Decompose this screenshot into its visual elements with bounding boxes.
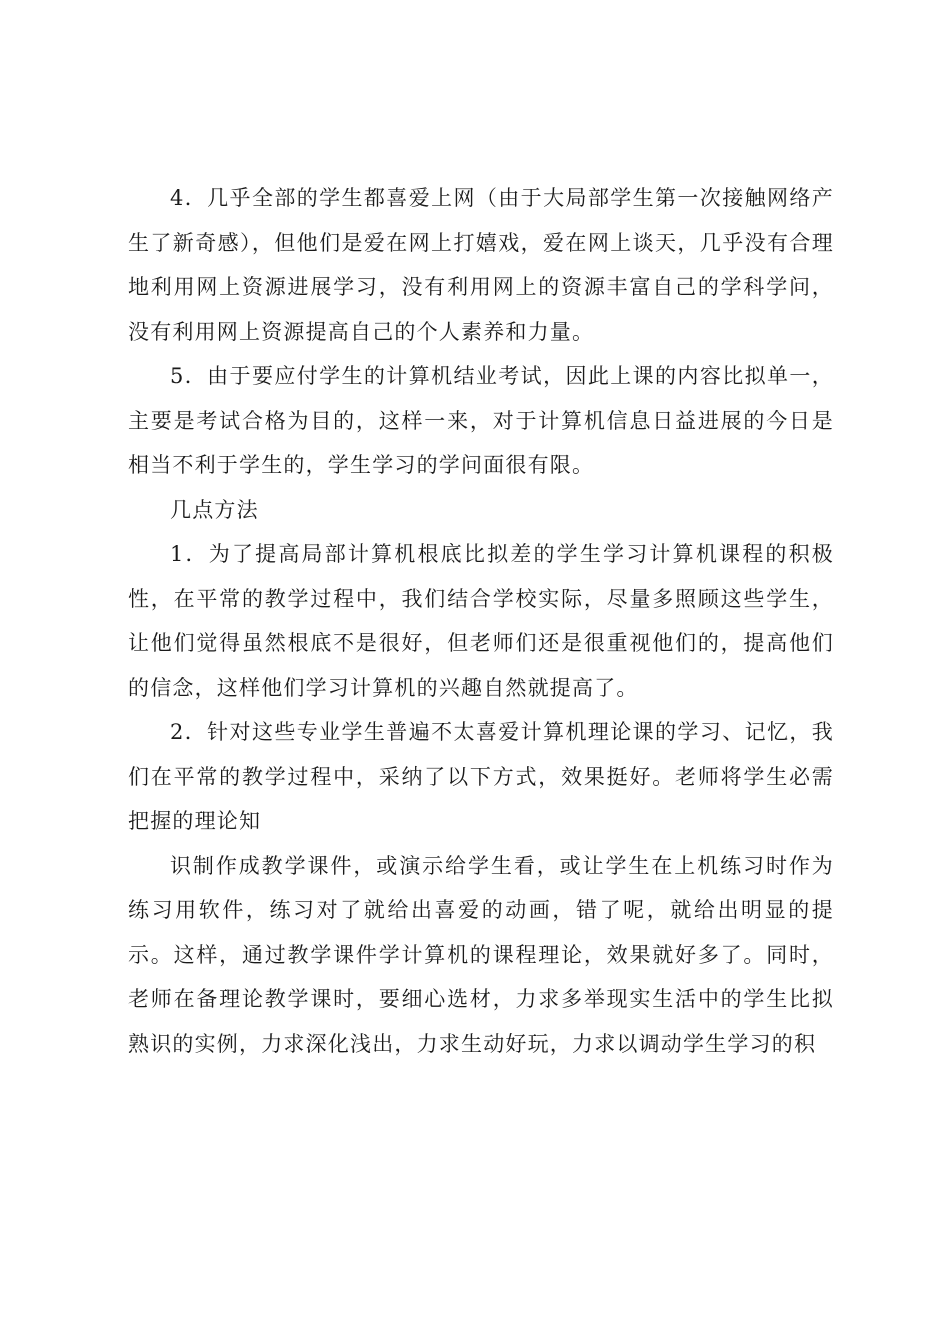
paragraph-item-4: 4．几乎全部的学生都喜爱上网（由于大局部学生第一次接触网络产生了新奇感），但他们是爱在网上打嬉戏，爱在网上谈天，几乎没有合理地利用网上资源进展学习，没有利用网上的资源丰富自己的学科学问，没有利用网上资源提高自己的个人素养和力量。 xyxy=(128,186,834,344)
paragraph-method-2: 2．针对这些专业学生普遍不太喜爱计算机理论课的学习、记忆，我们在平常的教学过程中，采纳了以下方式，效果挺好。老师将学生必需把握的理论知 xyxy=(128,720,834,833)
paragraph-method-1: 1．为了提高局部计算机根底比拟差的学生学习计算机课程的积极性，在平常的教学过程中，我们结合学校实际，尽量多照顾这些学生，让他们觉得虽然根底不是很好，但老师们还是很重视他们的，提高他们的信念，这样他们学习计算机的兴趣自然就提高了。 xyxy=(128,542,834,700)
document-body xyxy=(128,176,834,1066)
paragraph-method-2-continued: 识制作成教学课件，或演示给学生看，或让学生在上机练习时作为练习用软件，练习对了就给出喜爱的动画，错了呢，就给出明显的提示。这样，通过教学课件学计算机的课程理论，效果就好多了。同时，老师在备理论教学课时，要细心选材，力求多举现实生活中的学生比拟熟识的实例，力求深化浅出，力求生动好玩，力求以调动学生学习的积 xyxy=(128,853,834,1056)
paragraph-item-5: 5．由于要应付学生的计算机结业考试，因此上课的内容比拟单一，主要是考试合格为目的，这样一来，对于计算机信息日益进展的今日是相当不利于学生的，学生学习的学问面很有限。 xyxy=(128,364,834,477)
section-heading-methods: 几点方法 xyxy=(170,497,259,522)
